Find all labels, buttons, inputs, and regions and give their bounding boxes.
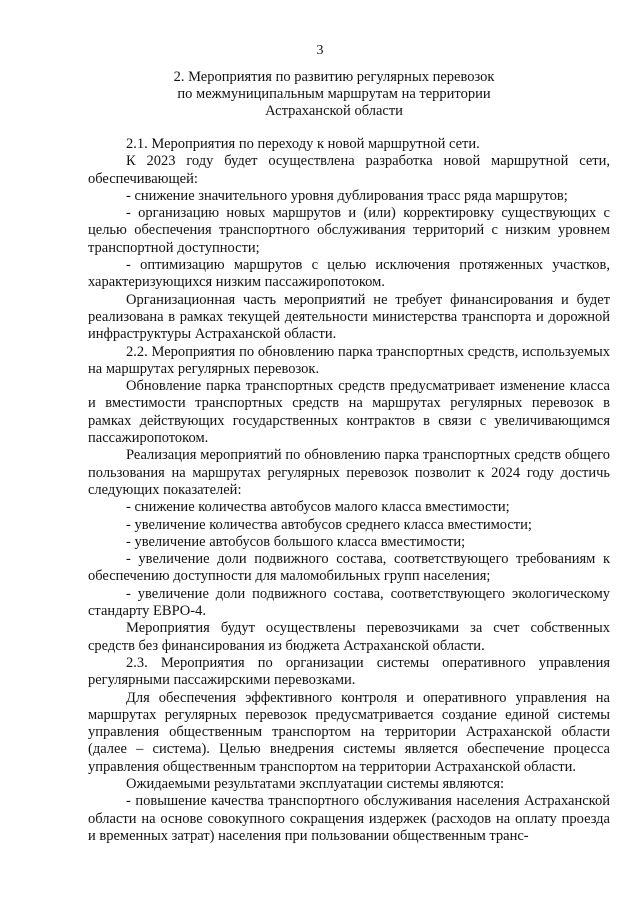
paragraph: 2.2. Мероприятия по обновлению парка транспортных средств, используемых на маршрутах регулярных перевозок.	[88, 343, 610, 377]
list-item: - повышение качества транспортного обслуживания населения Астраханской области на основе совокупного сокращения издержек (расходов на оплату проезда и временных затрат) населения при пользовании общественным транс-	[88, 793, 610, 844]
list-item: - организацию новых маршрутов и (или) корректировку существующих с целью обеспечения транспортного обслуживания территорий с низким уровнем транспортной доступности;	[88, 205, 610, 256]
paragraph: 2.1. Мероприятия по переходу к новой маршрутной сети.	[126, 136, 480, 152]
page-number: 3	[316, 43, 324, 58]
list-item: - увеличение доли подвижного состава, соответствующего требованиям к обеспечению доступности для маломобильных групп населения;	[88, 551, 610, 585]
list-item: - снижение значительного уровня дублирования трасс ряда маршрутов;	[126, 187, 568, 204]
list-item: - увеличение автобусов большого класса вместимости;	[126, 533, 466, 550]
paragraph: К 2023 году будет осуществлена разработка новой маршрутной сети, обеспечивающей:	[88, 153, 610, 187]
paragraph: Мероприятия будут осуществлены перевозчиками за счет собственных средств без финансирования из бюджета Астраханской области.	[88, 620, 610, 654]
paragraph: Для обеспечения эффективного контроля и оперативного управления на маршрутах регулярных перевозок предусматривается создание единой системы управления общественным транспортом на территории Астраханской области (далее – система). Целью внедрения системы является обеспечение процесса управления общественным транспортом на территории Астраханской области.	[88, 689, 610, 775]
heading-line: по межмуниципальным маршрутам на территории	[177, 86, 491, 102]
paragraph: 2.3. Мероприятия по организации системы оперативного управления регулярными пассажирскими перевозками.	[88, 654, 610, 689]
heading-line: 2. Мероприятия по развитию регулярных перевозок	[173, 69, 495, 85]
document-body	[88, 136, 610, 845]
list-item: - оптимизацию маршрутов с целью исключения протяженных участков, характеризующихся низким пассажиропотоком.	[88, 257, 610, 291]
list-item: - увеличение количества автобусов среднего класса вместимости;	[126, 516, 532, 533]
paragraph: Организационная часть мероприятий не требует финансирования и будет реализована в рамках текущей деятельности министерства транспорта и дорожной инфраструктуры Астраханской области.	[88, 291, 610, 343]
list-item: - снижение количества автобусов малого класса вместимости;	[126, 499, 510, 516]
paragraph: Реализация мероприятий по обновлению парка транспортных средств общего пользования на маршрутах регулярных перевозок позволит к 2024 году достичь следующих показателей:	[88, 447, 610, 498]
heading-line: Астраханской области	[265, 103, 403, 119]
section-heading	[130, 69, 538, 120]
paragraph: Обновление парка транспортных средств предусматривает изменение класса и вместимости транспортных средств на маршрутах регулярных перевозок в рамках действующих государственных контрактов в связи с увеличивающимся пассажиропотоком.	[88, 378, 610, 447]
paragraph: Ожидаемыми результатами эксплуатации системы являются:	[126, 775, 505, 792]
list-item: - увеличение доли подвижного состава, соответствующего экологическому стандарту ЕВРО-4.	[88, 585, 610, 620]
